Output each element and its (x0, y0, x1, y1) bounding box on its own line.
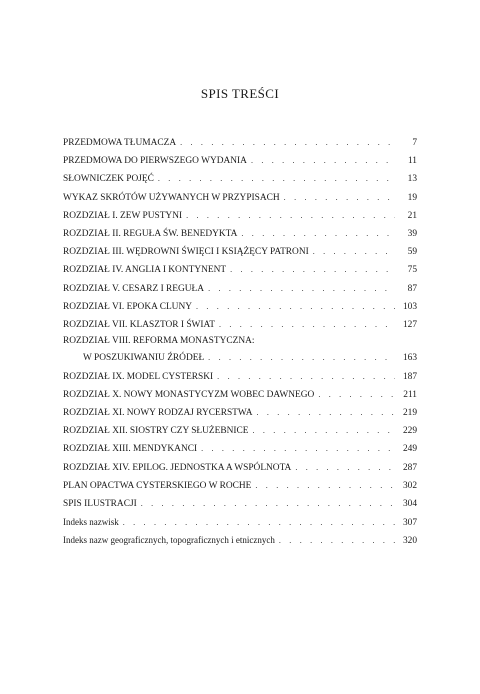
dot-leader (318, 386, 395, 404)
toc-entry (63, 440, 417, 458)
toc-page-number: 219 (402, 407, 417, 418)
toc-page-number: 13 (407, 174, 417, 185)
toc-entry (63, 422, 417, 440)
toc-page-number: 21 (407, 210, 417, 221)
toc-entry (63, 531, 417, 549)
page-title: SPIS TREŚCI (200, 86, 280, 101)
toc-entry (63, 495, 417, 513)
toc-entry-label: ROZDZIAŁ I. ZEW PUSTYNI (63, 210, 183, 221)
toc-entry-label: ROZDZIAŁ IV. ANGLIA I KONTYNENT (63, 265, 227, 276)
dot-leader (279, 532, 395, 550)
toc-entry-label: SŁOWNICZEK POJĘĆ (63, 174, 154, 185)
toc-entry-label: ROZDZIAŁ VI. EPOKA CLUNY (63, 301, 192, 312)
table-of-contents (63, 134, 417, 549)
toc-page-number: 19 (407, 192, 417, 203)
toc-page-number: 11 (407, 156, 417, 167)
toc-entry-label: WYKAZ SKRÓTÓW UŻYWANYCH W PRZYPISACH (63, 192, 280, 203)
dot-leader (217, 368, 395, 386)
dot-leader (295, 459, 395, 477)
dot-leader (123, 514, 395, 532)
dot-leader (186, 207, 395, 225)
toc-entry-label: ROZDZIAŁ VII. KLASZTOR I ŚWIAT (63, 319, 215, 330)
toc-entry-label: ROZDZIAŁ XI. NOWY RODZAJ RYCERSTWA (63, 407, 253, 418)
toc-entry-label: ROZDZIAŁ XIII. MENDYKANCI (63, 444, 198, 455)
toc-page-number: 103 (402, 301, 417, 312)
toc-entry (63, 386, 417, 404)
toc-entry (63, 152, 417, 170)
toc-entry (63, 316, 417, 334)
toc-entry (63, 261, 417, 279)
toc-page-number: 7 (412, 138, 417, 148)
toc-page-number: 307 (402, 518, 417, 529)
toc-entry-label: PRZEDMOWA DO PIERWSZEGO WYDANIA (63, 156, 247, 167)
toc-entry-label: Indeks nazwisk (63, 517, 119, 528)
toc-entry (63, 189, 417, 207)
toc-page-number: 75 (407, 265, 417, 276)
toc-entry (63, 225, 417, 243)
toc-entry (63, 170, 417, 188)
dot-leader (141, 495, 395, 513)
toc-entry-label: ROZDZIAŁ II. REGUŁA ŚW. BENEDYKTA (63, 228, 238, 239)
toc-entry-label: ROZDZIAŁ X. NOWY MONASTYCYZM WOBEC DAWNEGO (63, 389, 315, 400)
toc-entry-label: ROZDZIAŁ V. CESARZ I REGUŁA (63, 283, 205, 294)
toc-page-number: 39 (407, 228, 417, 239)
dot-leader (256, 404, 395, 422)
dot-leader (284, 189, 395, 207)
dot-leader (230, 261, 395, 279)
dot-leader (201, 440, 395, 458)
toc-entry-label: SPIS ILUSTRACJI (63, 498, 137, 509)
dot-leader (241, 225, 395, 243)
toc-entry (63, 404, 417, 422)
toc-entry (63, 459, 417, 477)
dot-leader (208, 349, 395, 367)
dot-leader (158, 170, 395, 188)
toc-page-number: 87 (407, 283, 417, 294)
toc-page-number: 302 (402, 480, 417, 491)
toc-entry-label: PRZEDMOWA TŁUMACZA (63, 138, 177, 148)
toc-page-number: 59 (407, 247, 417, 258)
toc-entry (63, 280, 417, 298)
dot-leader (219, 316, 395, 334)
toc-entry (63, 477, 417, 495)
toc-entry-label: ROZDZIAŁ VIII. REFORMA MONASTYCZNA: (63, 336, 255, 347)
toc-entry-label: ROZDZIAŁ XIV. EPILOG. JEDNOSTKA A WSPÓLNOTA (63, 462, 292, 473)
toc-entry (63, 368, 417, 386)
dot-leader (253, 422, 396, 440)
toc-page-number: 163 (402, 353, 417, 364)
dot-leader (251, 152, 395, 170)
toc-entry (63, 134, 417, 152)
dot-leader (255, 477, 395, 495)
toc-page-number: 320 (402, 536, 417, 547)
toc-page-number: 127 (402, 319, 417, 330)
dot-leader (196, 298, 395, 316)
toc-entry (63, 298, 417, 316)
toc-entry (63, 207, 417, 225)
toc-entry-label: ROZDZIAŁ XII. SIOSTRY CZY SŁUŻEBNICE (63, 426, 249, 437)
toc-page-number: 287 (402, 462, 417, 473)
dot-leader (208, 280, 395, 298)
toc-entry-label: ROZDZIAŁ III. WĘDROWNI ŚWIĘCI I KSIĄŻĘCY PATRONI (63, 247, 309, 258)
toc-entry (63, 243, 417, 261)
toc-entry-label-continuation: W POSZUKIWANIU ŹRÓDEŁ (83, 353, 205, 364)
toc-entry (63, 513, 417, 531)
toc-entry-label: ROZDZIAŁ IX. MODEL CYSTERSKI (63, 371, 214, 382)
toc-page-number: 211 (403, 389, 417, 400)
toc-page-number: 229 (402, 426, 417, 437)
dot-leader (180, 134, 395, 152)
toc-entry (63, 334, 417, 368)
toc-page-number: 304 (402, 498, 417, 509)
toc-page-number: 249 (402, 444, 417, 455)
toc-entry-label: PLAN OPACTWA CYSTERSKIEGO W ROCHE (63, 480, 252, 491)
toc-page-number: 187 (402, 371, 417, 382)
dot-leader (313, 243, 395, 261)
toc-entry-label: Indeks nazw geograficznych, topograficznych i etnicznych (63, 535, 275, 546)
